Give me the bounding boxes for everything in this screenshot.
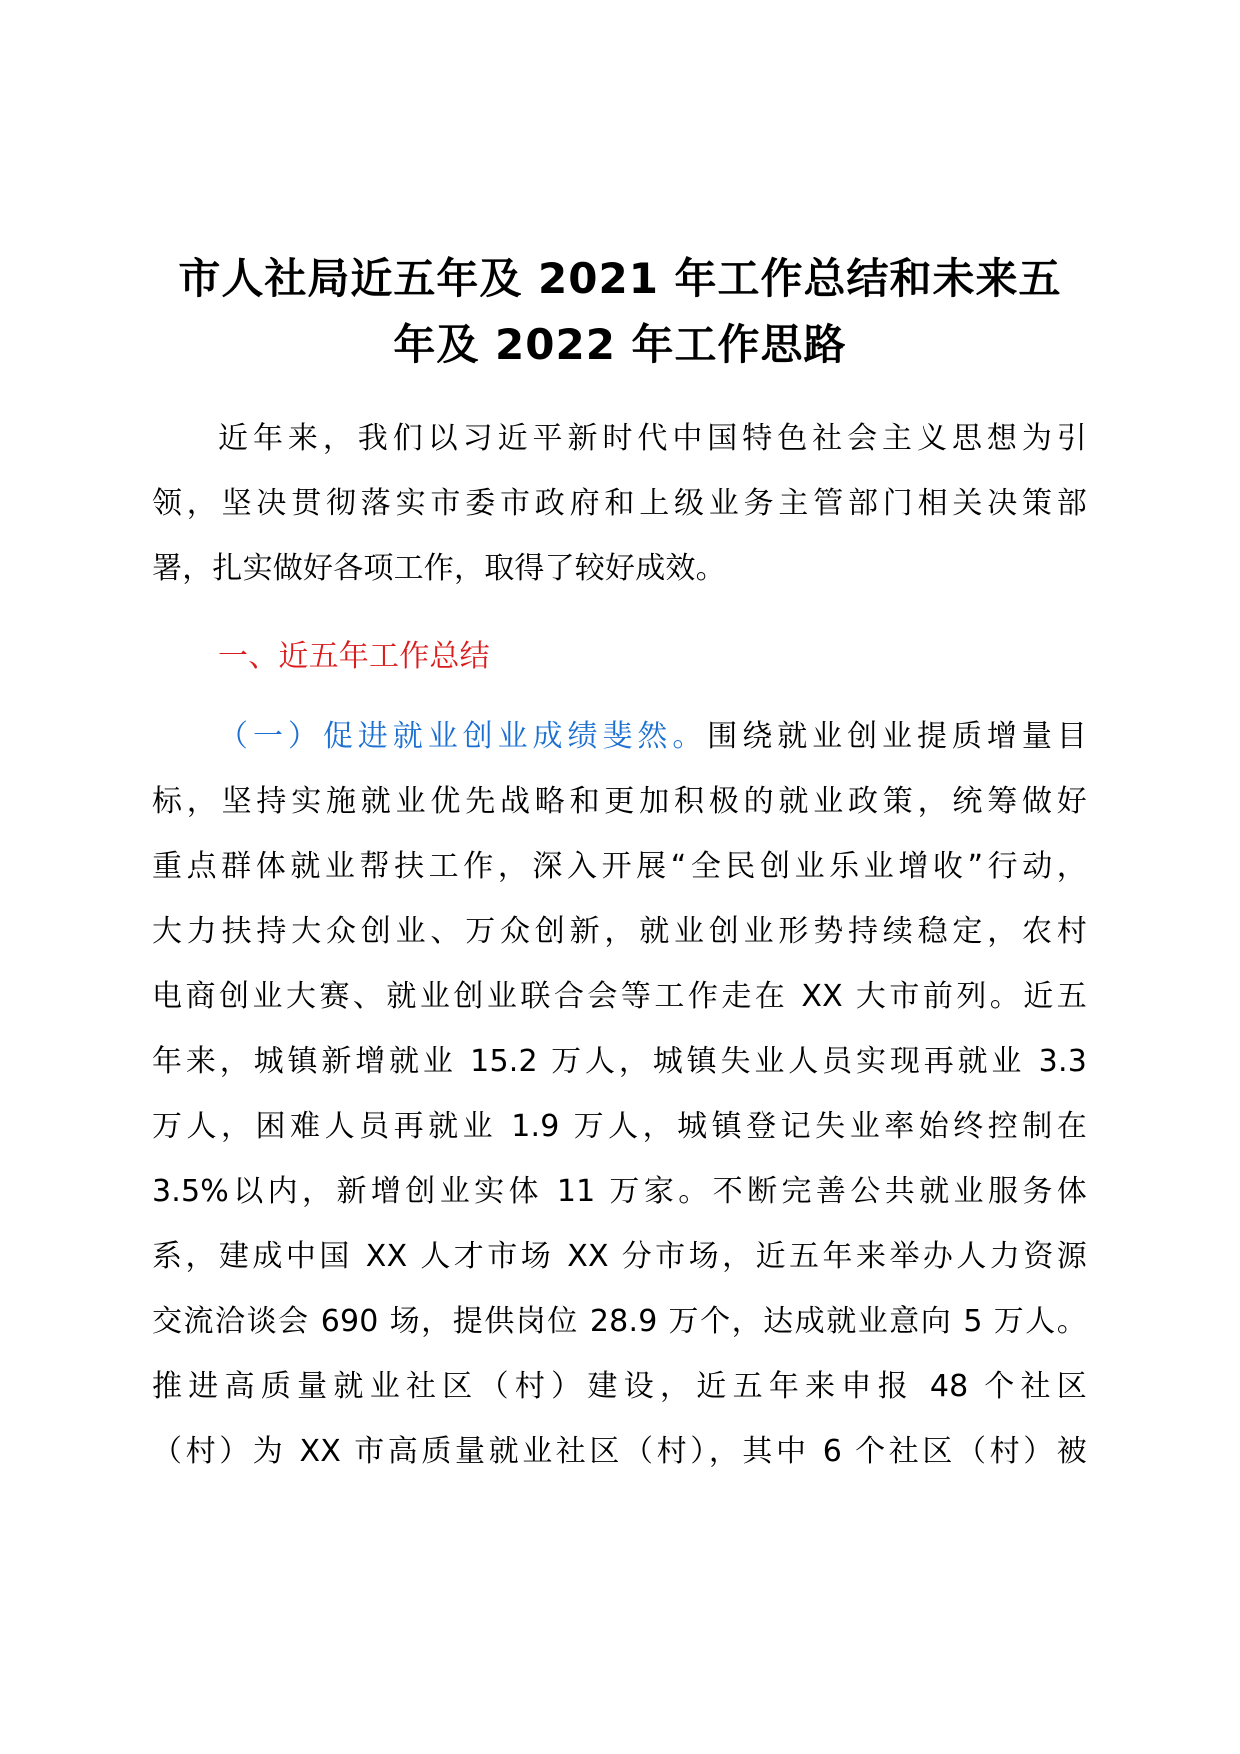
intro-line-3: 署，扎实做好各项工作，取得了较好成效。: [152, 551, 726, 586]
title-line-1: 市人社局近五年及 2021 年工作总结和未来五: [178, 254, 1062, 303]
paragraph-line: 标，坚持实施就业优先战略和更加积极的就业政策，统筹做好: [152, 784, 1087, 819]
intro-paragraph: [152, 406, 1087, 601]
subheading-employment: （一）促进就业创业成绩斐然。: [218, 719, 708, 754]
paragraph-employment: [152, 704, 1087, 1484]
paragraph-line: 万人，困难人员再就业 1.9 万人，城镇登记失业率始终控制在: [152, 1109, 1087, 1144]
paragraph-line: 大力扶持大众创业、万众创新，就业创业形势持续稳定，农村: [152, 914, 1087, 949]
section-1-heading: 一、近五年工作总结: [218, 639, 490, 674]
paragraph-line: 电商创业大赛、就业创业联合会等工作走在 XX 大市前列。近五: [152, 979, 1087, 1014]
paragraph-employment-line-1: [152, 704, 1087, 769]
paragraph-line: 系，建成中国 XX 人才市场 XX 分市场，近五年来举办人力资源: [152, 1239, 1087, 1274]
paragraph-employment-line-1-text: 围绕就业创业提质增量目: [707, 719, 1087, 754]
paragraph-line: 年来，城镇新增就业 15.2 万人，城镇失业人员实现再就业 3.3: [152, 1044, 1087, 1079]
intro-line-1: 近年来，我们以习近平新时代中国特色社会主义思想为引: [218, 421, 1087, 456]
paragraph-line: 重点群体就业帮扶工作，深入开展“全民创业乐业增收”行动，: [152, 849, 1087, 884]
paragraph-line: （村）为 XX 市高质量就业社区（村），其中 6 个社区（村）被: [152, 1434, 1087, 1469]
paragraph-line: 交流洽谈会 690 场，提供岗位 28.9 万个，达成就业意向 5 万人。: [152, 1304, 1087, 1339]
paragraph-line: 推进高质量就业社区（村）建设，近五年来申报 48 个社区: [152, 1369, 1087, 1404]
intro-line-2: 领，坚决贯彻落实市委市政府和上级业务主管部门相关决策部: [152, 486, 1087, 521]
document-title: [150, 246, 1090, 378]
section-1-heading-block: [152, 624, 1087, 689]
title-line-2: 年及 2022 年工作思路: [393, 320, 847, 369]
paragraph-line: 3.5%以内，新增创业实体 11 万家。不断完善公共就业服务体: [152, 1174, 1087, 1209]
